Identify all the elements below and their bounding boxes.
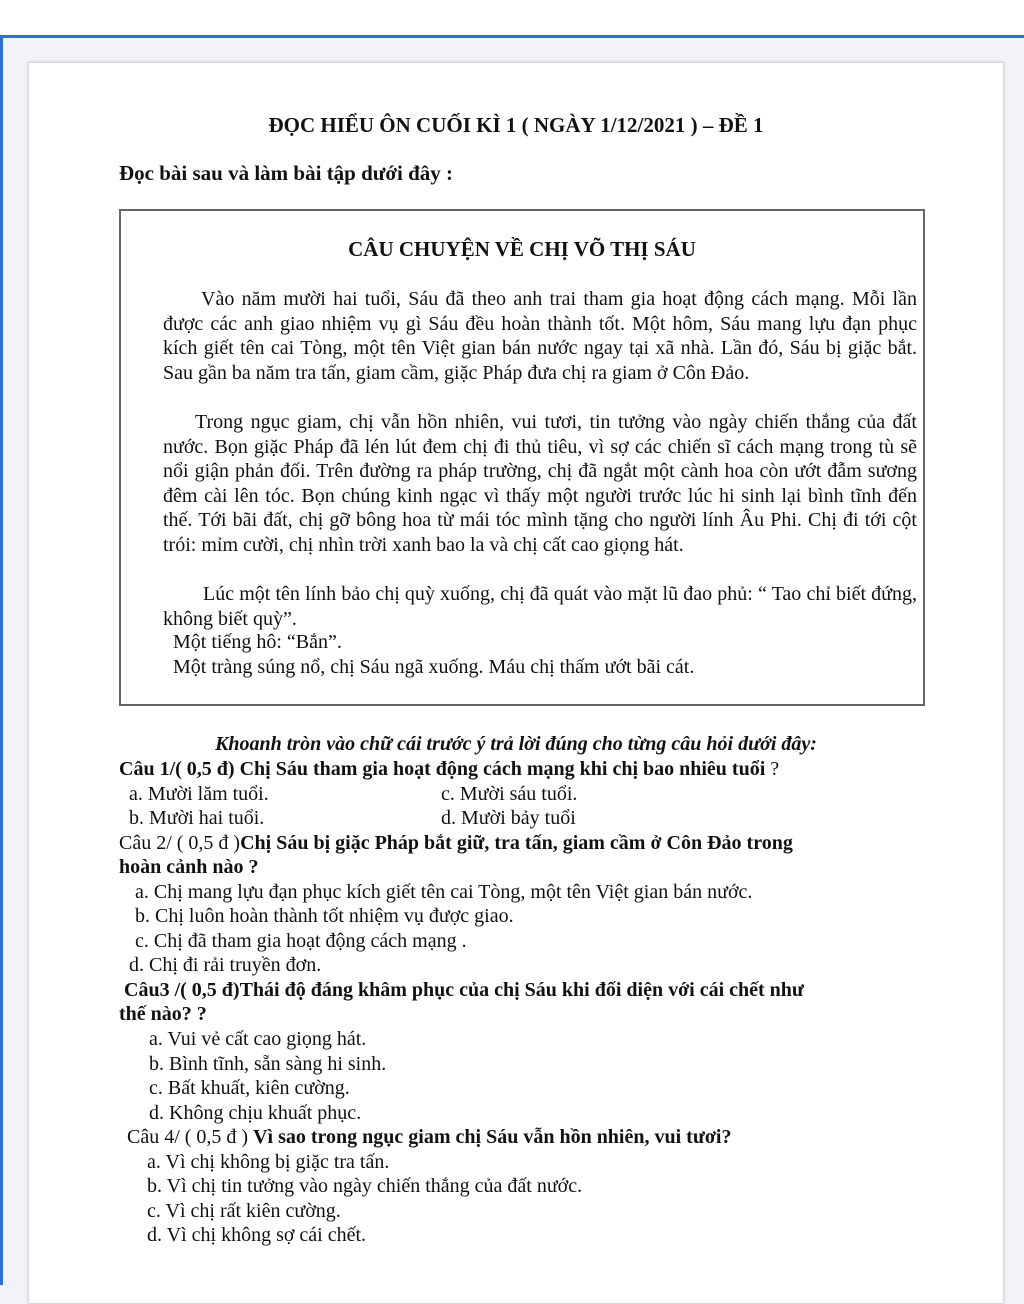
questions-heading: Khoanh tròn vào chữ cái trước ý trả lời đúng cho từng câu hỏi dưới đây: xyxy=(215,733,817,755)
question-2-text-1: Chị Sáu bị giặc Pháp bắt giữ, tra tấn, giam cầm ở Côn Đảo trong xyxy=(240,832,793,854)
question-1-label: Câu 1/( 0,5 đ) xyxy=(119,758,240,780)
question-4-text: Vì sao trong ngục giam chị Sáu vẫn hồn nhiên, vui tươi? xyxy=(253,1126,732,1148)
q3-option-a: a. Vui vẻ cất cao giọng hát. xyxy=(149,1028,367,1050)
q3-option-c: c. Bất khuất, kiên cường. xyxy=(149,1077,350,1099)
question-3-cont xyxy=(119,1003,207,1026)
q4-option-b: b. Vì chị tin tưởng vào ngày chiến thắng của đất nước. xyxy=(147,1175,583,1197)
document-page xyxy=(28,62,1004,1304)
question-4-label: Câu 4/ ( 0,5 đ ) xyxy=(127,1126,254,1148)
story-line-shout: Một tiếng hô: “Bắn”. xyxy=(173,631,342,653)
question-4 xyxy=(127,1126,731,1149)
question-3 xyxy=(124,979,804,1002)
q1-option-c: c. Mười sáu tuổi. xyxy=(441,783,578,805)
question-3-text-2: thế nào? ? xyxy=(119,1003,207,1025)
q2-option-b: b. Chị luôn hoàn thành tốt nhiệm vụ được giao. xyxy=(135,905,514,927)
story-box xyxy=(119,209,925,706)
story-paragraph-1: Vào năm mười hai tuổi, Sáu đã theo anh trai tham gia hoạt động cách mạng. Mỗi lần được các anh giao nhiệm vụ gì Sáu đều hoàn thành tốt. Một hôm, Sáu mang lựu đạn phục kích giết tên cai Tòng, một tên Việt gian bán nước ngay tại xã nhà. Lần đó, Sáu bị giặc bắt. Sau gần ba năm tra tấn, giam cầm, giặc Pháp đưa chị ra giam ở Côn Đảo. xyxy=(163,288,917,384)
question-2-cont xyxy=(119,856,259,879)
question-3-label: Câu3 /( 0,5 đ) xyxy=(124,979,240,1001)
viewer-left-accent xyxy=(0,35,3,1285)
q2-option-c: c. Chị đã tham gia hoạt động cách mạng . xyxy=(135,930,467,952)
question-1 xyxy=(119,758,779,781)
q3-option-d: d. Không chịu khuất phục. xyxy=(149,1102,362,1124)
viewer-accent-line xyxy=(0,35,1024,38)
question-2-label: Câu 2/ ( 0,5 đ ) xyxy=(119,832,241,854)
q1-option-b: b. Mười hai tuổi. xyxy=(129,807,265,829)
q1-option-a: a. Mười lăm tuổi. xyxy=(129,783,269,805)
story-paragraph-3: Lúc một tên lính bảo chị quỳ xuống, chị đã quát vào mặt lũ đao phủ: “ Tao chỉ biết đứng, không biết quỳ”. xyxy=(163,583,917,630)
story-line-end: Một tràng súng nổ, chị Sáu ngã xuống. Máu chị thấm ướt bãi cát. xyxy=(173,656,695,678)
question-1-tail: ? xyxy=(765,758,780,780)
q3-option-b: b. Bình tĩnh, sẵn sàng hi sinh. xyxy=(149,1053,387,1075)
document-title: ĐỌC HIỂU ÔN CUỐI KÌ 1 ( NGÀY 1/12/2021 ) – ĐỀ 1 xyxy=(268,113,764,137)
question-3-text-1: Thái độ đáng khâm phục của chị Sáu khi đối diện với cái chết như xyxy=(239,979,804,1001)
question-1-text: Chị Sáu tham gia hoạt động cách mạng khi chị bao nhiêu tuổi xyxy=(239,758,766,780)
story-paragraph-2: Trong ngục giam, chị vẫn hồn nhiên, vui tươi, tin tưởng vào ngày chiến thắng của đất nước. Bọn giặc Pháp đã lén lút đem chị đi thủ tiêu, vì sợ các chiến sĩ cách mạng trong tù sẽ nổi giận phản đối. Trên đường ra pháp trường, chị đã ngắt một cành hoa còn ướt đẫm sương đêm cài lên tóc. Bọn chúng kinh ngạc vì thấy một người trước lúc hi sinh lại bình tĩnh đến thế. Tới bãi đất, chị gỡ bông hoa từ mái tóc mình tặng cho người lính Âu Phi. Chị đi tới cột trói: mỉm cười, chị nhìn trời xanh bao la và chị cất cao giọng hát. xyxy=(163,411,917,556)
q4-option-c: c. Vì chị rất kiên cường. xyxy=(147,1200,341,1222)
q4-option-a: a. Vì chị không bị giặc tra tấn. xyxy=(147,1151,390,1173)
question-2-text-2: hoàn cảnh nào ? xyxy=(119,856,259,878)
q2-option-d: d. Chị đi rải truyền đơn. xyxy=(129,954,322,976)
viewer-top-bar xyxy=(0,0,1024,36)
reading-instruction: Đọc bài sau và làm bài tập dưới đây : xyxy=(119,161,454,185)
story-title: CÂU CHUYỆN VỀ CHỊ VÕ THỊ SÁU xyxy=(348,237,696,261)
question-2 xyxy=(119,832,793,855)
q4-option-d: d. Vì chị không sợ cái chết. xyxy=(147,1224,367,1246)
q2-option-a: a. Chị mang lựu đạn phục kích giết tên cai Tòng, một tên Việt gian bán nước. xyxy=(135,881,753,903)
q1-option-d: d. Mười bảy tuổi xyxy=(441,807,576,829)
